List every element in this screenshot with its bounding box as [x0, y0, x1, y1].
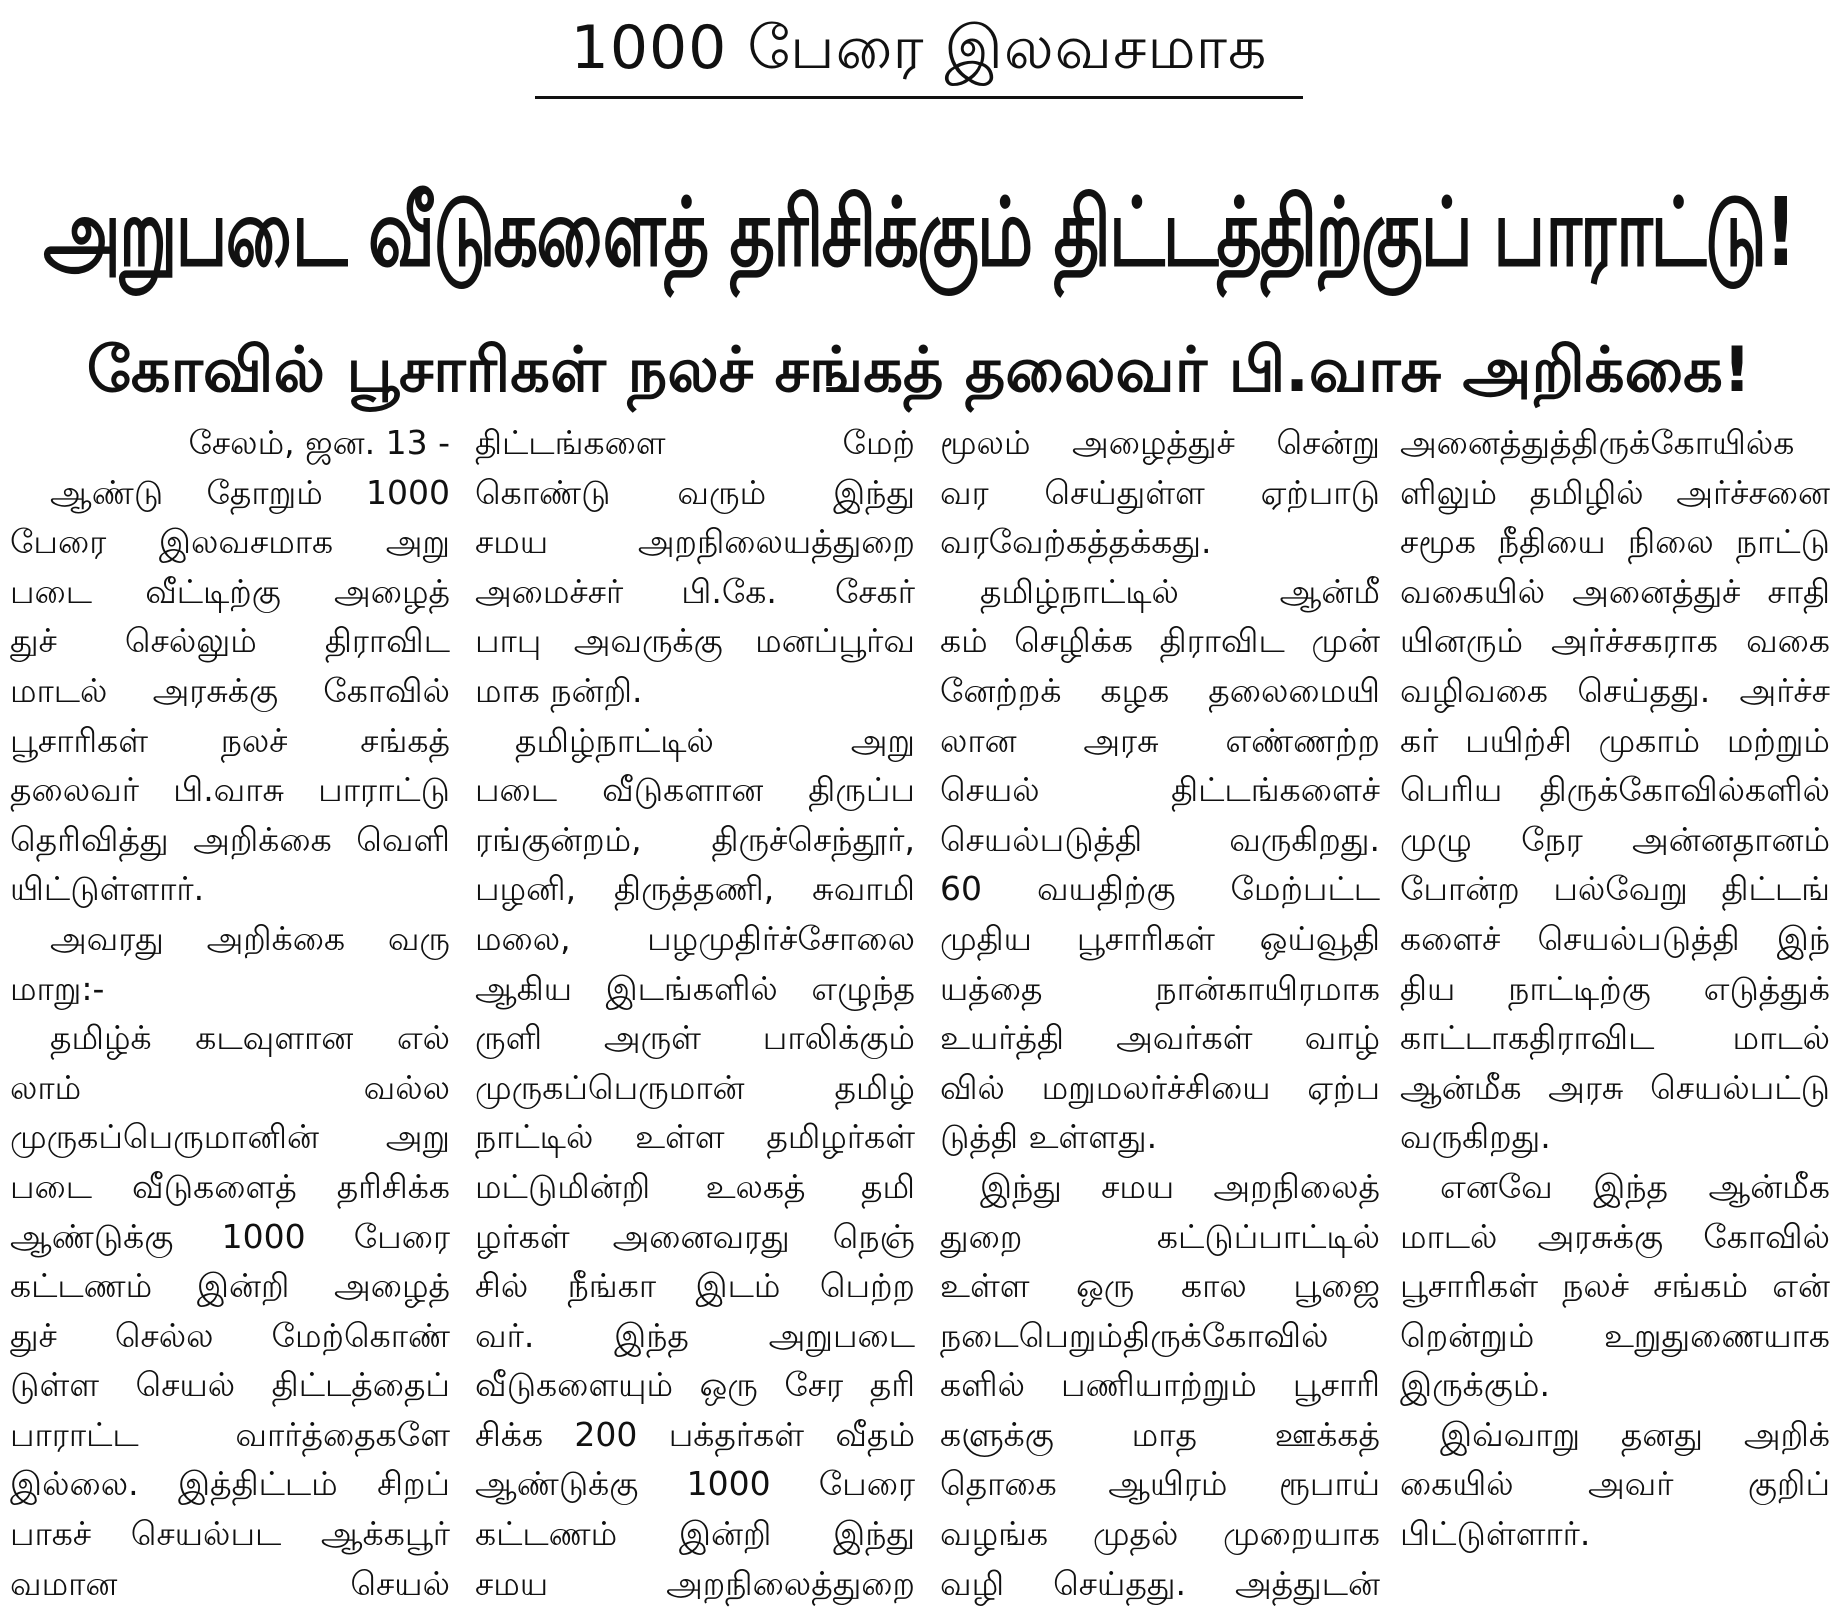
article-text-line: றென்றும் உறுதுணையாக [1400, 1315, 1830, 1355]
article-text-line: சமூக நீதியை நிலை நாட்டு [1400, 522, 1830, 562]
article-text-line: மாறு:- [10, 968, 105, 1008]
article-text-line: படை வீடுகளைத் தரிசிக்க [10, 1166, 450, 1206]
article-text-line: கொண்டு வரும் இந்து [475, 472, 915, 512]
article-text-line: பூசாரிகள் நலச் சங்கத் [10, 720, 450, 760]
article-text-line: உள்ள ஒரு கால பூஜை [940, 1266, 1380, 1306]
article-text-line: பாராட்ட வார்த்தைகளே [10, 1414, 450, 1454]
article-text-line: படை வீடுகளான திருப்ப [475, 770, 915, 810]
article-text-line: ஆன்மீக அரசு செயல்பட்டு [1400, 1067, 1830, 1107]
article-text-line: மூலம் அழைத்துச் சென்று [940, 423, 1380, 462]
article-text-line: கட்டணம் இன்றி இந்து [475, 1514, 915, 1554]
kicker-underline [535, 96, 1303, 99]
article-text-line: யினரும் அர்ச்சகராக வகை [1400, 621, 1830, 661]
article-text-line: மட்டுமின்றி உலகத் தமி [475, 1166, 915, 1206]
article-text-line: டுத்தி உள்ளது. [940, 1117, 1158, 1157]
main-headline: அறுபடை வீடுகளைத் தரிசிக்கும் திட்டத்திற்குப் பாராட்டு! [43, 177, 1795, 289]
article-text-line: துச் செல்ல மேற்கொண் [10, 1315, 450, 1355]
article-text-line: இல்லை. இத்திட்டம் சிறப் [10, 1464, 450, 1504]
article-text-line: இந்து சமய அறநிலைத் [980, 1166, 1380, 1206]
article-text-line: வருகிறது. [1400, 1117, 1551, 1157]
article-text-line: ஆண்டுக்கு 1000 பேரை [10, 1216, 450, 1256]
article-text-line: பிட்டுள்ளார். [1400, 1514, 1591, 1554]
article-text-line: வழங்க முதல் முறையாக [940, 1514, 1380, 1554]
article-text-line: சமய அறநிலையத்துறை [475, 522, 915, 562]
article-text-line: மாடல் அரசுக்கு கோவில் [10, 670, 450, 710]
article-text-line: மாடல் அரசுக்கு கோவில் [1400, 1216, 1830, 1256]
article-text-line: திய நாட்டிற்கு எடுத்துக் [1400, 968, 1830, 1008]
article-text-line: இருக்கும். [1400, 1365, 1550, 1405]
article-text-line: கட்டணம் இன்றி அழைத் [10, 1266, 450, 1306]
article-text-line: மலை, பழமுதிர்ச்சோலை [475, 918, 915, 958]
article-text-line: லாம் வல்ல [10, 1067, 450, 1107]
article-text-line: அவரது அறிக்கை வரு [50, 918, 450, 958]
article-text-line: தமிழ்க் கடவுளான எல் [50, 1018, 450, 1058]
article-text-line: தமிழ்நாட்டில் ஆன்மீ [980, 571, 1380, 611]
article-text-line: கையில் அவர் குறிப் [1400, 1464, 1830, 1504]
article-text-line: துச் செல்லும் திராவிட [10, 621, 450, 661]
article-text-line: துறை கட்டுப்பாட்டில் [940, 1216, 1380, 1256]
article-text-line: நாட்டில் உள்ள தமிழர்கள் [475, 1117, 915, 1157]
article-text-line: சிக்க 200 பக்தர்கள் வீதம் [475, 1414, 915, 1454]
article-text-line: பழனி, திருத்தணி, சுவாமி [475, 869, 915, 909]
article-text-line: படை வீட்டிற்கு அழைத் [10, 571, 450, 611]
article-text-line: ஆண்டு தோறும் 1000 [50, 472, 450, 512]
article-text-line: சேலம், ஜன. 13 - [188, 423, 450, 462]
article-column-4 [1400, 418, 1830, 1554]
article-text-line: போன்ற பல்வேறு திட்டங் [1400, 869, 1830, 909]
article-text-line: மாக நன்றி. [475, 670, 643, 710]
article-text-line: தெரிவித்து அறிக்கை வெளி [10, 819, 450, 859]
article-text-line: உயர்த்தி அவர்கள் வாழ் [940, 1018, 1380, 1058]
article-text-line: 60 வயதிற்கு மேற்பட்ட [940, 869, 1380, 909]
article-text-line: னேற்றக் கழக தலைமையி [940, 670, 1380, 710]
article-text-line: வர செய்துள்ள ஏற்பாடு [940, 472, 1380, 512]
article-text-line: யிட்டுள்ளார். [10, 869, 205, 909]
article-text-line: இவ்வாறு தனது அறிக் [1440, 1414, 1830, 1454]
article-text-line: கர் பயிற்சி முகாம் மற்றும் [1400, 720, 1830, 760]
article-text-line: கம் செழிக்க திராவிட முன் [940, 621, 1380, 661]
article-text-line: செயல் திட்டங்களைச் [940, 770, 1380, 810]
article-text-line: முருகப்பெருமானின் அறு [10, 1117, 450, 1157]
article-text-line: பாகச் செயல்பட ஆக்கபூர் [10, 1514, 450, 1554]
article-column-2 [475, 418, 915, 1603]
article-text-line: ரங்குன்றம், திருச்செந்தூர், [475, 819, 915, 859]
article-text-line: ருளி அருள் பாலிக்கும் [475, 1018, 915, 1058]
article-text-line: காட்டாகதிராவிட மாடல் [1400, 1018, 1830, 1058]
article-text-line: களில் பணியாற்றும் பூசாரி [940, 1365, 1380, 1405]
article-text-line: தொகை ஆயிரம் ரூபாய் [940, 1464, 1380, 1504]
article-text-line: ஆண்டுக்கு 1000 பேரை [475, 1464, 915, 1504]
article-text-line: பேரை இலவசமாக அறு [10, 522, 450, 562]
sub-headline: கோவில் பூசாரிகள் நலச் சங்கத் தலைவர் பி.வாசு அறிக்கை! [86, 333, 1752, 406]
article-text-line: பூசாரிகள் நலச் சங்கம் என் [1400, 1266, 1830, 1306]
article-text-line: எனவே இந்த ஆன்மீக [1440, 1166, 1830, 1206]
article-text-line: ஆகிய இடங்களில் எழுந்த [475, 968, 915, 1008]
article-text-line: முருகப்பெருமான் தமிழ் [475, 1067, 915, 1107]
article-text-line: பாபு அவருக்கு மனப்பூர்வ [475, 621, 915, 661]
article-text-line: வகையில் அனைத்துச் சாதி [1400, 571, 1830, 611]
article-text-line: களைச் செயல்படுத்தி இந் [1400, 918, 1830, 958]
article-column-1 [10, 418, 450, 1603]
article-text-line: செயல்படுத்தி வருகிறது. [940, 819, 1380, 859]
article-column-3 [940, 418, 1380, 1603]
article-text-line: முழு நேர அன்னதானம் [1400, 819, 1830, 859]
article-text-line: அமைச்சர் பி.கே. சேகர் [475, 571, 915, 611]
article-text-line: தமிழ்நாட்டில் அறு [515, 720, 915, 760]
article-text-line: டுள்ள செயல் திட்டத்தைப் [10, 1365, 450, 1405]
article-text-line: தலைவர் பி.வாசு பாராட்டு [10, 770, 450, 810]
article-text-line: சமய அறநிலைத்துறை [475, 1563, 915, 1603]
article-text-line: நடைபெறும்திருக்கோவில் [940, 1315, 1329, 1355]
article-text-line: வில் மறுமலர்ச்சியை ஏற்ப [940, 1067, 1380, 1107]
article-text-line: வமான செயல் [10, 1563, 450, 1603]
article-text-line: திட்டங்களை மேற் [475, 423, 915, 462]
article-text-line: களுக்கு மாத ஊக்கத் [940, 1414, 1380, 1454]
article-text-line: ழர்கள் அனைவரது நெஞ் [475, 1216, 915, 1256]
kicker-heading: 1000 பேரை இலவசமாக [570, 13, 1268, 83]
article-text-line: வழி செய்தது. அத்துடன் [940, 1563, 1380, 1603]
article-text-line: வர். இந்த அறுபடை [475, 1315, 915, 1355]
article-text-line: அனைத்துத்திருக்கோயில்க [1400, 423, 1795, 462]
article-text-line: முதிய பூசாரிகள் ஒய்வூதி [940, 918, 1380, 958]
article-text-line: வீடுகளையும் ஒரு சேர தரி [475, 1365, 915, 1405]
article-text-line: வழிவகை செய்தது. அர்ச்ச [1400, 670, 1830, 710]
article-text-line: யத்தை நான்காயிரமாக [940, 968, 1380, 1008]
article-text-line: ளிலும் தமிழில் அர்ச்சனை [1400, 472, 1830, 512]
article-text-line: வரவேற்கத்தக்கது. [940, 522, 1212, 562]
article-text-line: பெரிய திருக்கோவில்களில் [1400, 770, 1830, 810]
article-text-line: சில் நீங்கா இடம் பெற்ற [475, 1266, 915, 1306]
article-text-line: லான அரசு எண்ணற்ற [940, 720, 1380, 760]
